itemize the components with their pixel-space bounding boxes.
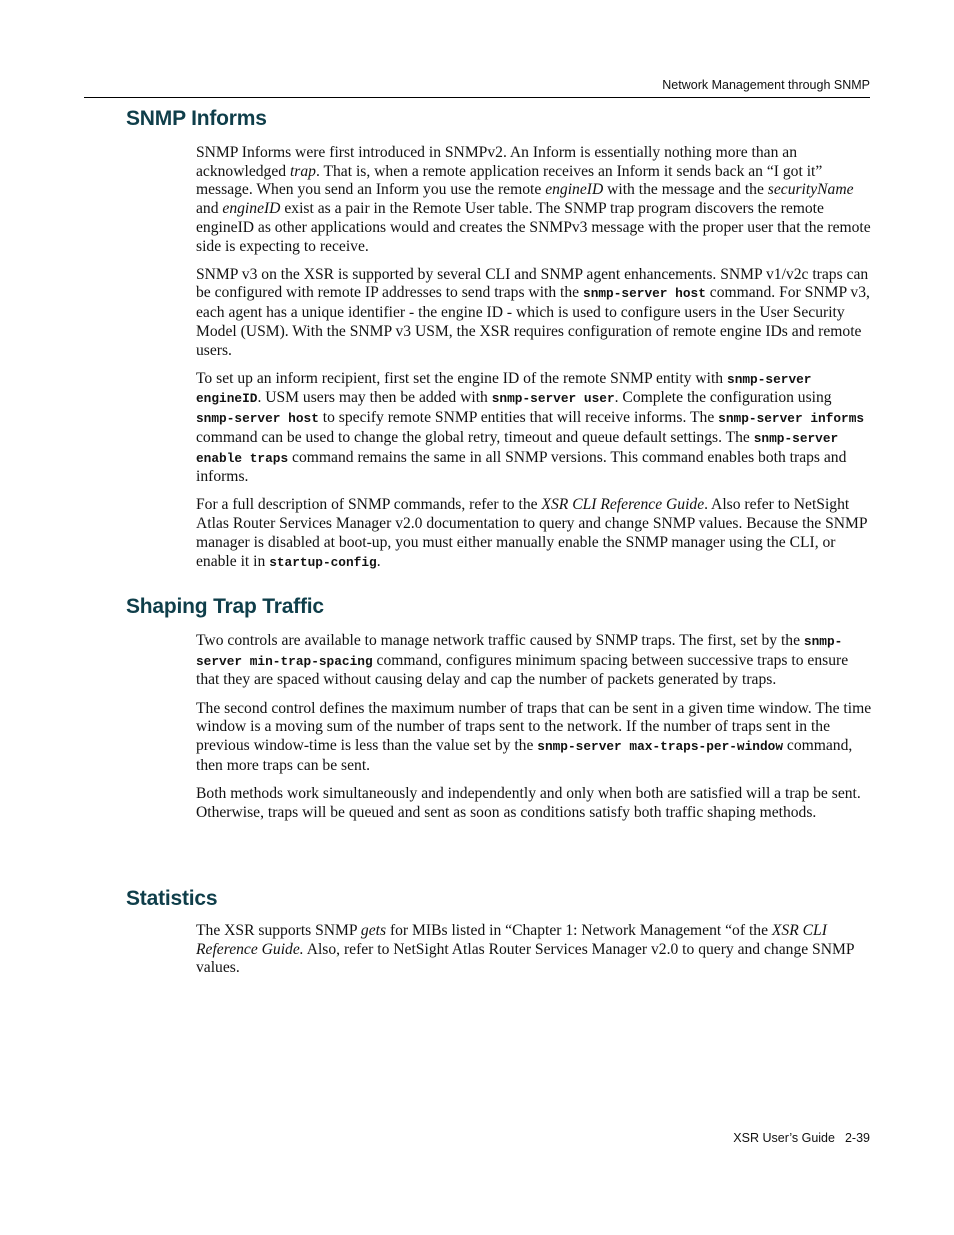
text-run: . USM users may then be added with [257, 389, 492, 407]
header-rule [84, 97, 870, 98]
italic-term: XSR CLI Reference Guide [541, 496, 705, 514]
paragraph [196, 266, 872, 361]
italic-term: trap [289, 162, 316, 180]
italic-term: gets [360, 922, 387, 939]
text-run: SNMP v3 on the XSR is supported by several CLI and SNMP agent enhancements. SNMP v1/v2c traps can be configured with remote IP addresses to send traps with the [196, 265, 869, 302]
paragraph [196, 496, 872, 572]
inline-command: snmp-server max-traps-per-window [537, 739, 784, 755]
text-run: . Complete the configuration using [614, 389, 832, 407]
text-run: to specify remote SNMP entities that will receive informs. The [318, 409, 719, 427]
section-body-snmp-informs [196, 144, 872, 582]
paragraph [196, 144, 872, 256]
text-run: for MIBs listed in “Chapter 1: Network Management “of the [386, 922, 772, 939]
inline-command: snmp-server engineID [196, 371, 812, 407]
text-run: and [196, 200, 223, 218]
text-run: To set up an inform recipient, first set the engine ID of the remote SNMP entity with [196, 369, 728, 387]
text-run: command can be used to change the global retry, timeout and queue default settings. The [196, 428, 754, 446]
section-heading-snmp-informs: SNMP Informs [126, 107, 267, 130]
section-body-shaping-trap-traffic [196, 632, 872, 832]
inline-command: snmp-server informs [718, 411, 865, 427]
footer-guide-title: XSR User’s Guide [733, 1131, 835, 1145]
inline-command: snmp-server host [583, 286, 706, 302]
text-run: command, configures minimum spacing between successive traps to ensure that they are spaced without causing delay and cap the number of packets generated by traps. [196, 651, 849, 689]
inline-command: startup-config [269, 554, 377, 570]
italic-term: XSR CLI Reference Guide. [196, 922, 827, 958]
text-run: The second control defines the maximum number of traps that can be sent in a given time window. The time window is a moving sum of the number of traps sent to the network. If the number of traps sent in the previous window-time is less than the value set by the [196, 699, 872, 755]
text-run: . [376, 552, 381, 570]
inline-command: snmp-server min-trap-spacing [196, 634, 843, 669]
text-run: Also, refer to NetSight Atlas Router Services Manager v2.0 to query and change SNMP values. [196, 940, 854, 977]
italic-term: engineID [222, 200, 281, 218]
text-run: Both methods work simultaneously and independently and only when both are satisfied will a trap be sent. Otherwise, traps will be queued and sent as soon as conditions satisfy both traffic shaping methods. [196, 784, 861, 821]
text-run: command. For SNMP v3, each agent has a unique identifier - the engine ID - which is used to configure users in the User Security Model (USM). With the SNMP v3 USM, the XSR requires configuration of remote engine IDs and remote users. [196, 284, 870, 359]
text-run: Two controls are available to manage network traffic caused by SNMP traps. The first, set by the [196, 632, 804, 649]
section-body-statistics [196, 922, 872, 988]
running-header: Network Management through SNMP [662, 78, 870, 92]
text-run: . That is, when a remote application receives an Inform it sends back an “I got it” message. When you send an Inform you use the remote [196, 162, 823, 199]
inline-command: snmp-server user [491, 391, 615, 407]
text-run: SNMP Informs were first introduced in SNMPv2. An Inform is essentially nothing more than an acknowledged [196, 144, 798, 180]
section-heading-statistics: Statistics [126, 887, 218, 910]
paragraph [196, 370, 872, 487]
paragraph [196, 632, 872, 690]
inline-command: snmp-server host [196, 411, 319, 427]
footer-page-number: 2-39 [844, 1131, 870, 1145]
italic-term: securityName [767, 181, 854, 199]
paragraph [196, 922, 872, 978]
text-run: exist as a pair in the Remote User table. The SNMP trap program discovers the remote engineID as other applications would and creates the SNMPv3 message with the proper user that the remote side is expecting to receive. [196, 200, 871, 255]
paragraph [196, 700, 872, 776]
text-run: command, then more traps can be sent. [196, 737, 853, 774]
text-run: with the message and the [603, 181, 768, 199]
text-run: For a full description of SNMP commands, refer to the [196, 496, 542, 514]
inline-command: snmp-server enable traps [196, 430, 839, 466]
text-run: . Also refer to NetSight Atlas Router Services Manager v2.0 documentation to query and change SNMP values. Because the SNMP manager is disabled at boot-up, you must either manually enable the SNMP manager using the CLI, or enable it in [196, 496, 867, 570]
paragraph [196, 785, 872, 822]
text-run: command remains the same in all SNMP versions. This command enables both traps and informs. [196, 448, 847, 486]
italic-term: engineID [545, 181, 604, 199]
page-footer [600, 1131, 870, 1145]
section-heading-shaping-trap-traffic: Shaping Trap Traffic [126, 595, 324, 618]
text-run: The XSR supports SNMP [196, 922, 361, 939]
